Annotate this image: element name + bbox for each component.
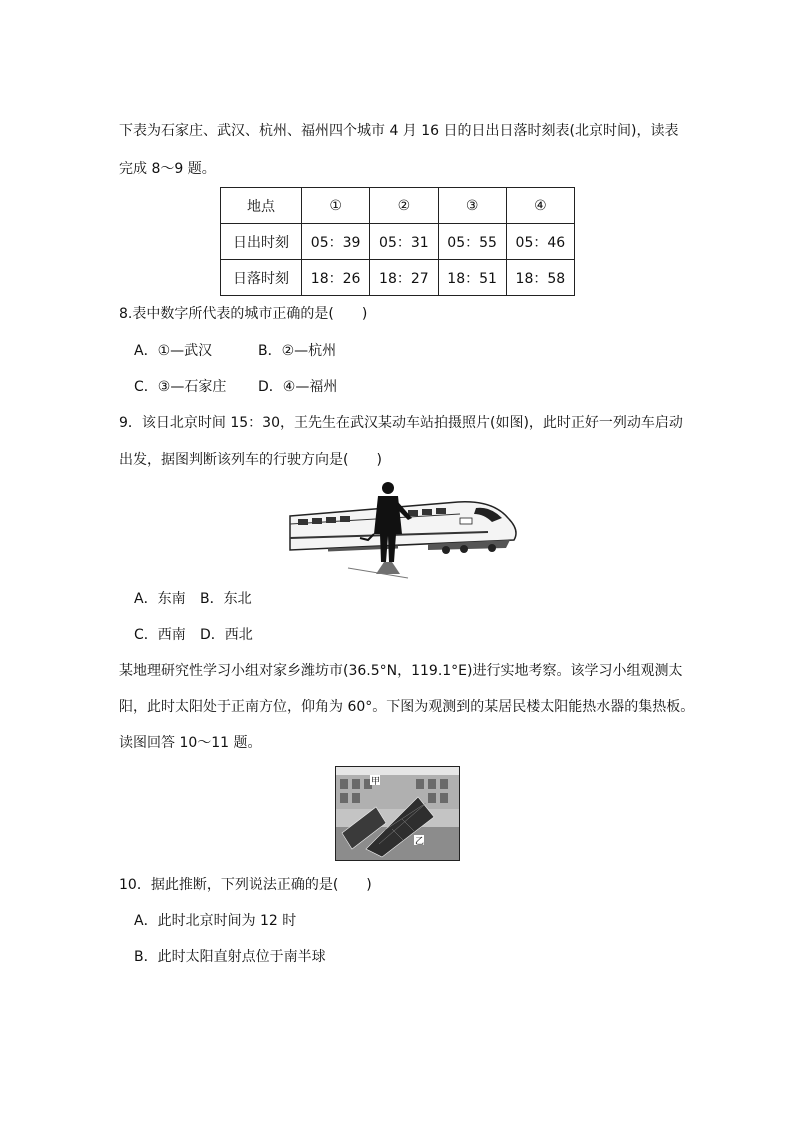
q8-option-a: A．①—武汉 <box>134 343 213 359</box>
table-cell: 日出时刻 <box>221 224 302 260</box>
table-header-row <box>221 188 575 224</box>
table-header-cell: ① <box>302 188 370 224</box>
passage-line-2: 阳，此时太阳处于正南方位，仰角为 60°。下图为观测到的某居民楼太阳能热水器的集热板。 <box>119 699 695 715</box>
table-header-cell: ② <box>370 188 438 224</box>
q10-option-b: B．此时太阳直射点位于南半球 <box>134 949 326 965</box>
panel-label-upper: 甲 <box>371 777 381 787</box>
table-header-cell: ③ <box>438 188 506 224</box>
table-cell: 18：26 <box>302 260 370 296</box>
panel-label-lower: 乙 <box>415 837 425 847</box>
train-illustration <box>288 478 520 586</box>
q8-option-b: B．②—杭州 <box>258 343 337 359</box>
q9-option-d: D．西北 <box>200 627 253 643</box>
q10-option-a: A．此时北京时间为 12 时 <box>134 913 297 929</box>
q9-line-2: 出发，据图判断该列车的行驶方向是( ) <box>119 452 382 468</box>
table-cell: 18：58 <box>506 260 574 296</box>
table-header-cell: ④ <box>506 188 574 224</box>
table-cell: 05：39 <box>302 224 370 260</box>
q9-line-1: 9．该日北京时间 15：30，王先生在武汉某动车站拍摄照片(如图)，此时正好一列动车启动 <box>119 415 683 431</box>
table-cell: 18：51 <box>438 260 506 296</box>
passage-line-1: 某地理研究性学习小组对家乡潍坊市(36.5°N，119.1°E)进行实地考察。该学习小组观测太 <box>119 663 683 679</box>
table-cell: 18：27 <box>370 260 438 296</box>
sunrise-sunset-table <box>220 187 575 296</box>
table-cell: 05：31 <box>370 224 438 260</box>
solar-panel-photo <box>335 766 460 861</box>
table-cell: 05：55 <box>438 224 506 260</box>
table-cell: 日落时刻 <box>221 260 302 296</box>
table-cell: 05：46 <box>506 224 574 260</box>
q9-option-c: C．西南 <box>134 627 186 643</box>
intro-line-2: 完成 8～9 题。 <box>119 161 216 177</box>
solar-panel-illustration <box>336 767 459 860</box>
table-row <box>221 260 575 296</box>
train-photo <box>288 478 520 586</box>
q10-stem: 10．据此推断，下列说法正确的是( ) <box>119 877 372 893</box>
q9-option-a: A．东南 <box>134 591 186 607</box>
table-header-cell: 地点 <box>221 188 302 224</box>
table-row <box>221 224 575 260</box>
q9-option-b: B．东北 <box>200 591 252 607</box>
q8-option-c: C．③—石家庄 <box>134 379 227 395</box>
passage-line-3: 读图回答 10～11 题。 <box>119 735 262 751</box>
q8-option-d: D．④—福州 <box>258 379 338 395</box>
q8-stem: 8.表中数字所代表的城市正确的是( ) <box>119 306 368 322</box>
intro-line-1: 下表为石家庄、武汉、杭州、福州四个城市 4 月 16 日的日出日落时刻表(北京时间)，读表 <box>119 123 679 139</box>
